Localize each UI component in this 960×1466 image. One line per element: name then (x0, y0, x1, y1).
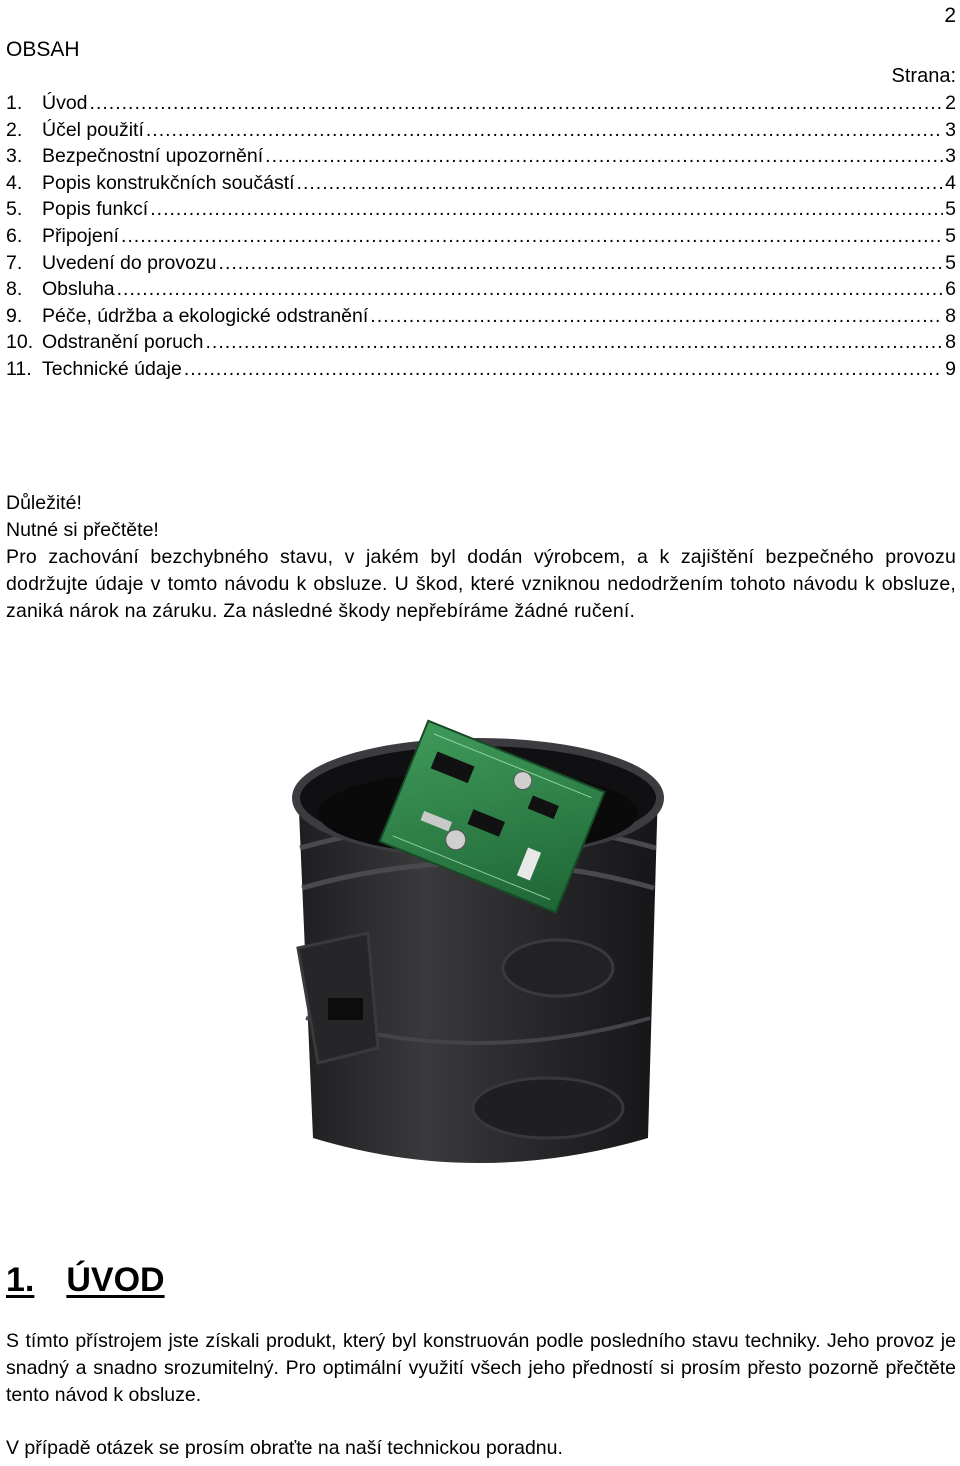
toc-number: 5. (6, 198, 23, 221)
toc-title: Popis konstrukčních součástí (42, 171, 295, 194)
toc-row[interactable] (6, 329, 956, 356)
toc-title: Technické údaje (42, 357, 182, 380)
toc-page: 8 (945, 304, 956, 327)
toc-leader-dots (117, 276, 944, 302)
toc-title: Připojení (42, 224, 119, 247)
toc-heading: OBSAH (6, 38, 80, 61)
intro-paragraph: S tímto přístrojem jste získali produkt, který byl konstruován podle posledního stavu techniky. Jeho provoz je snadný a snadno srozumitelný. Pro optimální využití všech jeho předností si prosím přesto pozorně přečtěte tento návod k obsluze. (6, 1330, 956, 1406)
toc-number: 3. (6, 145, 23, 168)
toc-page: 2 (945, 92, 956, 114)
page-number: 2 (944, 4, 956, 27)
toc-title: Účel použití (42, 118, 144, 141)
section-number: 1. (6, 1261, 35, 1299)
toc-number: 2. (6, 118, 23, 141)
toc-page: 6 (945, 278, 956, 301)
toc-leader-dots (206, 329, 944, 355)
toc-number: 9. (6, 304, 23, 327)
important-notice (6, 490, 956, 625)
toc-number: 7. (6, 251, 23, 274)
toc-row[interactable] (6, 170, 956, 197)
toc-leader-dots (219, 250, 944, 276)
toc-number: 11. (6, 357, 32, 380)
toc-row[interactable] (6, 117, 956, 144)
notice-subheading: Nutné si přečtěte! (6, 519, 159, 541)
toc-number: 6. (6, 224, 23, 247)
toc-page: 8 (945, 331, 956, 354)
intro-text (6, 1328, 956, 1462)
toc-page: 5 (945, 224, 956, 247)
toc-title: Odstranění poruch (42, 331, 204, 354)
toc-page-label: Strana: (891, 65, 956, 87)
toc-page: 3 (945, 145, 956, 168)
toc-leader-dots (150, 196, 943, 222)
product-photo (258, 718, 698, 1188)
toc-number: 8. (6, 278, 23, 301)
section-heading (6, 1260, 165, 1300)
toc-leader-dots (370, 303, 943, 329)
toc-leader-dots (90, 90, 944, 116)
toc-leader-dots (265, 143, 943, 169)
toc-page: 5 (945, 198, 956, 221)
toc-row[interactable] (6, 196, 956, 223)
notice-body: Pro zachování bezchybného stavu, v jakém byl dodán výrobcem, a k zajištění bezpečného provozu dodržujte údaje v tomto návodu k obsluze. U škod, které vzniknou nedodržením tohoto návodu k obsluze, zaniká nárok na záruku. Za následné škody nepřebíráme žádné ručení. (6, 546, 956, 622)
toc-row[interactable] (6, 90, 956, 117)
notice-heading: Důležité! (6, 492, 82, 514)
toc-title: Péče, údržba a ekologické odstranění (42, 304, 369, 327)
toc-row[interactable] (6, 143, 956, 170)
toc-title: Úvod (42, 92, 88, 114)
toc-title: Obsluha (42, 278, 115, 301)
toc-leader-dots (184, 356, 943, 382)
toc-leader-dots (146, 117, 943, 143)
section-title: ÚVOD (66, 1261, 165, 1299)
intro-paragraph: V případě otázek se prosím obraťte na naší technickou poradnu. (6, 1437, 563, 1459)
toc-number: 4. (6, 171, 23, 194)
toc-row[interactable] (6, 223, 956, 250)
table-of-contents (6, 90, 956, 383)
toc-title: Uvedení do provozu (42, 251, 217, 274)
toc-page: 4 (945, 171, 956, 194)
toc-page: 5 (945, 251, 956, 274)
toc-leader-dots (121, 223, 943, 249)
toc-leader-dots (297, 170, 944, 196)
toc-title: Bezpečnostní upozornění (42, 145, 264, 168)
toc-number: 1. (6, 92, 23, 114)
toc-row[interactable] (6, 303, 956, 330)
toc-row[interactable] (6, 356, 956, 383)
toc-title: Popis funkcí (42, 198, 149, 221)
toc-page: 3 (945, 118, 956, 141)
toc-page: 9 (945, 357, 956, 380)
toc-row[interactable] (6, 250, 956, 277)
toc-number: 10. (6, 331, 34, 354)
toc-row[interactable] (6, 276, 956, 303)
